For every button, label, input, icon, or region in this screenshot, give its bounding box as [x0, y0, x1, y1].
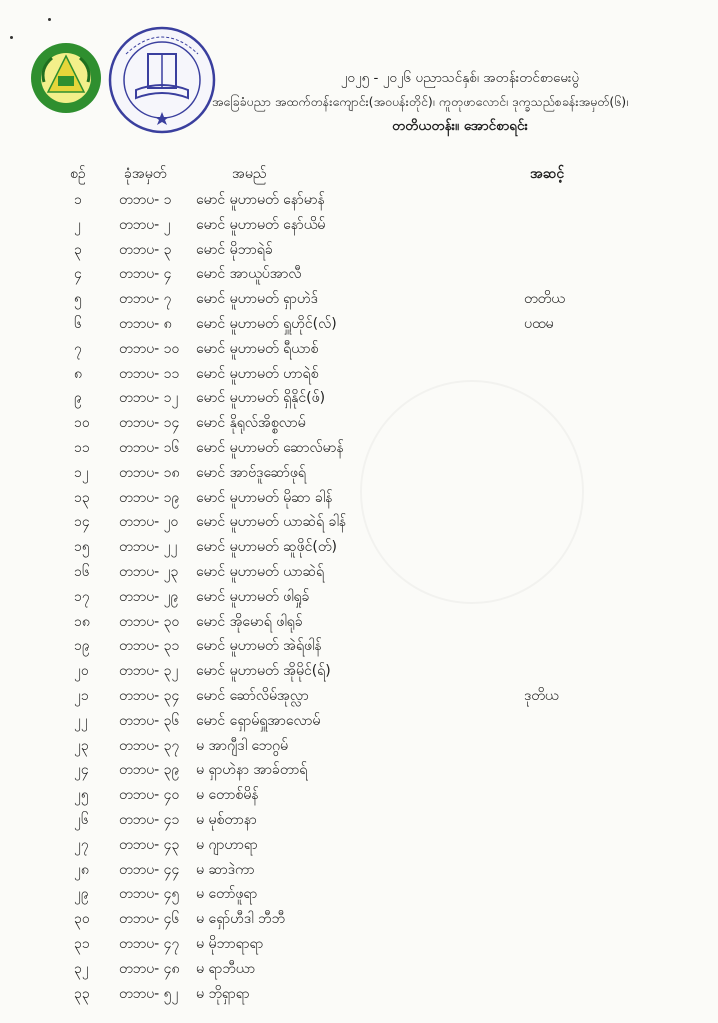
- roll-number-cell: တဘပ- ၁၀: [119, 340, 180, 357]
- document-header: [210, 66, 710, 138]
- table-row: [0, 684, 718, 709]
- student-name-cell: မောင် မူဟာမတ် ရီယာစ်: [196, 340, 319, 357]
- table-row: [0, 858, 718, 883]
- roll-number-cell: တဘပ- ၃၄: [119, 687, 180, 704]
- roll-number-cell: တဘပ- ၄၅: [119, 886, 180, 903]
- roll-number-cell: တဘပ- ၄၈: [119, 960, 180, 977]
- serial-cell: ၇: [74, 340, 82, 357]
- student-name-cell: မောင် မူဟာမတ် ရှာဟဲဒ်: [196, 291, 318, 308]
- roll-number-cell: တဘပ- ၃: [119, 241, 172, 258]
- header-school-line: အခြေခံပညာ အထက်တန်းကျောင်း(အဝပန်းတိုင်)၊ ကူတုဖာလောင်၊ ဒုက္ခသည်စခန်းအမှတ်(၆)၊: [211, 94, 629, 109]
- student-name-cell: မောင် မူဟာမတ် နော်မာန်: [196, 192, 325, 208]
- student-name-cell: မောင် မူဟာမတ် ယာဆဲရ် ခါန်: [196, 514, 347, 531]
- student-name-cell: မောင် မူဟာမတ် ဆောလ်မာန်: [196, 439, 344, 456]
- roll-number-cell: တဘပ- ၄၀: [119, 787, 180, 804]
- education-center-seal-logo: [106, 24, 218, 136]
- student-name-cell: မောင် မူဟာမတ် အိုမိုင်(ရ်): [196, 663, 331, 680]
- student-name-cell: မောင် မူဟာမတ် ဟာရဲစ်: [196, 365, 319, 382]
- table-row: [0, 386, 718, 411]
- roll-number-cell: တဘပ- ၂: [119, 216, 171, 233]
- header-grade-line: တတိယတန်း။ အောင်စာရင်း: [392, 118, 528, 134]
- student-name-cell: မောင် မူဟာမတ် နော်ယိမ်: [196, 216, 326, 233]
- roll-number-cell: တဘပ- ၄၇: [119, 935, 180, 952]
- table-row: [0, 610, 718, 635]
- serial-cell: ၁၇: [74, 588, 90, 605]
- table-row: [0, 758, 718, 783]
- serial-cell: ၁၆: [74, 563, 90, 580]
- roll-number-cell: တဘပ- ၁၂: [119, 390, 179, 407]
- roll-number-cell: တဘပ- ၇: [119, 291, 172, 308]
- serial-cell: ၂၅: [74, 787, 89, 804]
- roll-number-cell: တဘပ- ၄: [119, 266, 172, 283]
- serial-cell: ၁၄: [74, 514, 90, 531]
- roll-number-cell: တဘပ- ၁၈: [119, 464, 180, 481]
- student-name-cell: မောင် ရှောမ်ရှူအာလောမ်: [196, 712, 321, 729]
- student-name-cell: မောင် မူဟာမတ် ဖါရှုခ်: [196, 588, 310, 605]
- serial-cell: ၂: [74, 216, 81, 233]
- table-row: [0, 535, 718, 560]
- serial-cell: ၄: [74, 266, 82, 283]
- school-emblem-logo: [30, 42, 102, 114]
- serial-cell: ၆: [74, 315, 82, 332]
- table-row: [0, 287, 718, 312]
- roll-number-cell: တဘပ- ၁၄: [119, 415, 180, 432]
- student-name-cell: မောင် အာဗ်ဒူဆော်ဖုရ်: [196, 464, 306, 481]
- serial-cell: ၃၂: [74, 960, 89, 977]
- position-cell: ဒုတိယ: [524, 687, 559, 704]
- serial-cell: ၂၂: [74, 712, 88, 729]
- column-header-position: အဆင့်: [530, 166, 565, 182]
- roll-number-cell: တဘပ- ၃၁: [119, 638, 180, 655]
- table-row: [0, 709, 718, 734]
- student-name-cell: မ မိုဘာရာရာ: [196, 935, 264, 952]
- position-cell: ပထမ: [524, 315, 554, 332]
- serial-cell: ၅: [74, 291, 82, 308]
- roll-number-cell: တဘပ- ၃၂: [119, 663, 179, 680]
- table-row: [0, 808, 718, 833]
- table-row: [0, 188, 718, 213]
- student-name-cell: မ တောစ်မိန်: [196, 787, 259, 804]
- table-row: [0, 560, 718, 585]
- roll-number-cell: တဘပ- ၄၃: [119, 836, 180, 853]
- column-header-name: အမည်: [232, 166, 267, 182]
- serial-cell: ၃၀: [74, 911, 90, 928]
- roll-number-cell: တဘပ- ၂၂: [119, 539, 178, 556]
- roll-number-cell: တဘပ- ၄၁: [119, 811, 180, 828]
- student-name-cell: မ တော်ဖူရာ: [196, 886, 258, 903]
- student-name-cell: မ ရှာဟဲနာ အာခ်တာရ်: [196, 762, 308, 779]
- student-name-cell: မ ဘိုရှာရာ: [196, 985, 250, 1002]
- serial-cell: ၃၃: [74, 985, 90, 1002]
- table-row: [0, 882, 718, 907]
- column-header-serial: စဉ်: [70, 166, 86, 182]
- roll-number-cell: တဘပ- ၄၆: [119, 911, 180, 928]
- serial-cell: ၈: [74, 365, 82, 382]
- serial-cell: ၂၃: [74, 737, 89, 754]
- roll-number-cell: တဘပ- ၃၉: [119, 762, 180, 779]
- student-name-cell: မောင် မိုဘာရဲခ်: [196, 241, 273, 258]
- serial-cell: ၁၀: [74, 415, 90, 432]
- table-row: [0, 337, 718, 362]
- roll-number-cell: တဘပ- ၁: [119, 192, 172, 208]
- serial-cell: ၂၄: [74, 762, 89, 779]
- table-row: [0, 238, 718, 263]
- serial-cell: ၁၃: [74, 489, 90, 506]
- student-name-cell: မောင် အာယူပ်အာလီ: [196, 266, 302, 283]
- roll-number-cell: တဘပ- ၂၀: [119, 514, 179, 531]
- roll-number-cell: တဘပ- ၈: [119, 315, 172, 332]
- roll-number-cell: တဘပ- ၅၂: [119, 985, 179, 1002]
- student-name-cell: မ ရှော်ဟီဒါ ဘီဘီ: [196, 911, 285, 928]
- student-name-cell: မောင် မူဟာမတ် အဲရ်ဖါန်: [196, 638, 322, 655]
- table-row: [0, 957, 718, 982]
- roll-number-cell: တဘပ- ၃၀: [119, 613, 180, 630]
- header-title: ၂၀၂၅ - ၂၀၂၆ ပညာသင်နှစ်၊ အတန်းတင်စာမေးပွဲ: [340, 70, 580, 86]
- table-row: [0, 585, 718, 610]
- table-row: [0, 411, 718, 436]
- roll-number-cell: တဘပ- ၃၇: [119, 737, 180, 754]
- student-name-cell: မ မုစ်တာနာ: [196, 811, 257, 828]
- student-name-cell: မောင် နိုရုလ်အိစ္စလာမ်: [196, 415, 306, 432]
- table-row: [0, 312, 718, 337]
- serial-cell: ၁၂: [74, 464, 89, 481]
- student-name-cell: မ ဆာဒဲကာ: [196, 861, 255, 878]
- serial-cell: ၂၀: [74, 663, 89, 680]
- serial-cell: ၂၇: [74, 836, 89, 853]
- table-row: [0, 634, 718, 659]
- serial-cell: ၂၈: [74, 861, 89, 878]
- roll-number-cell: တဘပ- ၁၆: [119, 439, 180, 456]
- column-header-roll: ခုံအမှတ်: [124, 166, 167, 182]
- student-name-cell: မ အာဂျီဒါ ဘေဂွမ်: [196, 737, 288, 754]
- table-row: [0, 659, 718, 684]
- serial-cell: ၁: [74, 192, 82, 208]
- serial-cell: ၃၁: [74, 935, 90, 952]
- table-row: [0, 436, 718, 461]
- table-row: [0, 213, 718, 238]
- table-row: [0, 510, 718, 535]
- roll-number-cell: တဘပ- ၁၁: [119, 365, 180, 382]
- serial-cell: ၁၉: [74, 638, 90, 655]
- serial-cell: ၁၅: [74, 539, 90, 556]
- student-name-cell: မောင် မူဟာမတ် ယာဆဲရ်: [196, 563, 325, 580]
- student-name-cell: မ ဂျာဟာရာ: [196, 836, 258, 853]
- roll-number-cell: တဘပ- ၂၃: [119, 563, 179, 580]
- student-name-cell: မောင် ဆော်လိမ်အုလ္လာ: [196, 687, 309, 704]
- student-name-cell: မောင် အိုမောရ် ဖါရုခ်: [196, 613, 303, 630]
- roll-number-cell: တဘပ- ၁၉: [119, 489, 180, 506]
- serial-cell: ၉: [74, 390, 82, 407]
- student-name-cell: မောင် မူဟာမတ် မိုဆာ ခါန်: [196, 489, 333, 506]
- student-name-cell: မောင် မူဟာမတ် ဆူဖိုင်(တ်): [196, 539, 337, 556]
- serial-cell: ၂၁: [74, 687, 89, 704]
- table-row: [0, 362, 718, 387]
- roll-number-cell: တဘပ- ၃၆: [119, 712, 180, 729]
- roll-number-cell: တဘပ- ၄၄: [119, 861, 180, 878]
- serial-cell: ၂၆: [74, 811, 89, 828]
- table-row: [0, 932, 718, 957]
- serial-cell: ၁၁: [74, 439, 90, 456]
- serial-cell: ၁၈: [74, 613, 90, 630]
- roll-number-cell: တဘပ- ၂၉: [119, 588, 179, 605]
- student-name-cell: မ ရာဘီယာ: [196, 960, 256, 977]
- position-cell: တတိယ: [524, 291, 565, 308]
- table-row: [0, 833, 718, 858]
- student-name-cell: မောင် မူဟာမတ် ရှိနိုင်(ဖ်): [196, 390, 326, 407]
- table-row: [0, 262, 718, 287]
- table-row: [0, 783, 718, 808]
- table-row: [0, 461, 718, 486]
- serial-cell: ၂၉: [74, 886, 89, 903]
- table-row: [0, 734, 718, 759]
- student-name-cell: မောင် မူဟာမတ် ရှူဟိုင်(လ်): [196, 315, 337, 332]
- table-row: [0, 982, 718, 1007]
- table-row: [0, 907, 718, 932]
- serial-cell: ၃: [74, 241, 82, 258]
- results-table: [0, 188, 718, 1006]
- table-row: [0, 486, 718, 511]
